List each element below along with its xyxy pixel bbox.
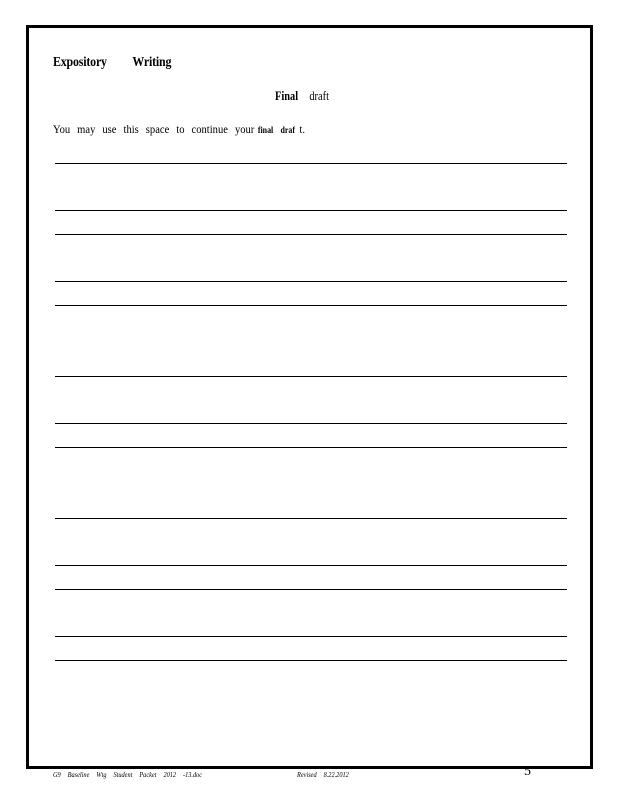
section-word-1: Final <box>275 88 299 103</box>
page-title <box>53 55 171 71</box>
writing-line <box>55 234 567 235</box>
instruction-small: final draf <box>257 125 296 135</box>
writing-line <box>55 447 567 448</box>
footer-revised: Revised 8.22.2012 <box>297 771 349 779</box>
writing-line <box>55 376 567 377</box>
page-number: 5 <box>524 764 531 779</box>
section-title <box>275 88 329 104</box>
writing-line <box>55 660 567 661</box>
writing-line <box>55 423 567 424</box>
instruction-tail: t. <box>299 122 306 136</box>
writing-line <box>55 518 567 519</box>
title-word-2: Writing <box>132 55 172 70</box>
instruction-text <box>53 122 305 137</box>
writing-line <box>55 281 567 282</box>
instruction-main: You may use this space to continue your <box>53 122 255 136</box>
section-word-2: draft <box>309 88 329 103</box>
writing-line <box>55 589 567 590</box>
writing-line <box>55 565 567 566</box>
writing-line <box>55 305 567 306</box>
writing-line <box>55 210 567 211</box>
footer-filename: G9 Baseline Wtg Student Packet 2012 -13.doc <box>53 771 203 779</box>
writing-line <box>55 163 567 164</box>
title-word-1: Expository <box>53 55 107 70</box>
writing-line <box>55 636 567 637</box>
